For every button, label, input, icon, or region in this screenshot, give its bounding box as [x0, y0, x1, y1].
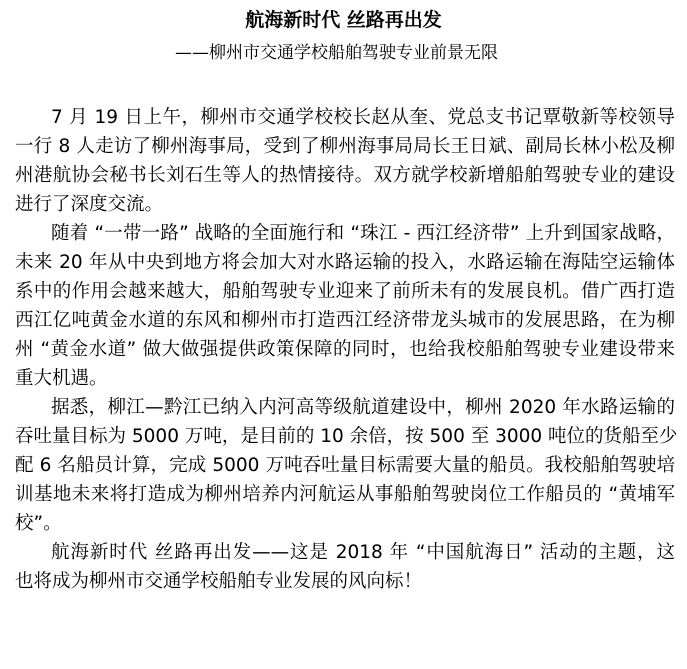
- text-line: 随着 “一带一路” 战略的全面施行和 “珠江 - 西江经济带” 上升到国家战略，: [51, 223, 675, 244]
- text-line: 州 “黄金水道” 做大做强提供政策保障的同时，也给我校船舶驾驶专业建设带来: [15, 339, 675, 360]
- article-subtitle: ——柳州市交通学校船舶驾驶专业前景无限: [175, 43, 498, 63]
- text-line: 航海新时代 丝路再出发——这是 2018 年 “中国航海日” 活动的主题，这: [51, 542, 675, 563]
- text-line: 重大机遇。: [15, 368, 108, 389]
- text-line: 也将成为柳州市交通学校船舶专业发展的风向标！: [15, 571, 423, 592]
- paragraph: [15, 538, 675, 596]
- text-line: 据悉，柳江—黔江已纳入内河高等级航道建设中，柳州 2020 年水路运输的: [51, 397, 675, 418]
- text-line: 未来 20 年从中央到地方将会加大对水路运输的投入，水路运输在海陆空运输体: [15, 252, 675, 273]
- text-line: 州港航协会秘书长刘石生等人的热情接待。双方就学校新增船舶驾驶专业的建设: [15, 165, 675, 186]
- paragraph: [15, 219, 675, 393]
- text-line: 进行了深度交流。: [15, 194, 164, 215]
- paragraph: [15, 103, 675, 219]
- paragraph: [15, 393, 678, 538]
- text-line: 训基地未来将打造成为柳州培养内河航运从事船舶驾驶岗位工作船员的 “黄埔军: [15, 484, 675, 505]
- text-line: 西江亿吨黄金水道的东风和柳州市打造西江经济带龙头城市的发展思路，在为柳: [15, 310, 675, 331]
- text-line: 系中的作用会越来越大，船舶驾驶专业迎来了前所未有的发展良机。借广西打造: [15, 281, 675, 302]
- text-line: 吞吐量目标为 5000 万吨，是目前的 10 余倍，按 500 至 3000 吨位的货船至少: [15, 426, 678, 447]
- text-line: 校”。: [15, 513, 62, 534]
- text-line: 7 月 19 日上午，柳州市交通学校校长赵从奎、党总支书记覃敬新等校领导: [51, 107, 675, 128]
- article-title: 航海新时代 丝路再出发: [245, 9, 442, 31]
- text-line: 配 6 名船员计算，完成 5000 万吨吞吐量目标需要大量的船员。我校船舶驾驶培: [15, 455, 675, 476]
- article-body: [15, 103, 678, 596]
- text-line: 一行 8 人走访了柳州海事局，受到了柳州海事局局长王日斌、副局长林小松及柳: [15, 136, 675, 157]
